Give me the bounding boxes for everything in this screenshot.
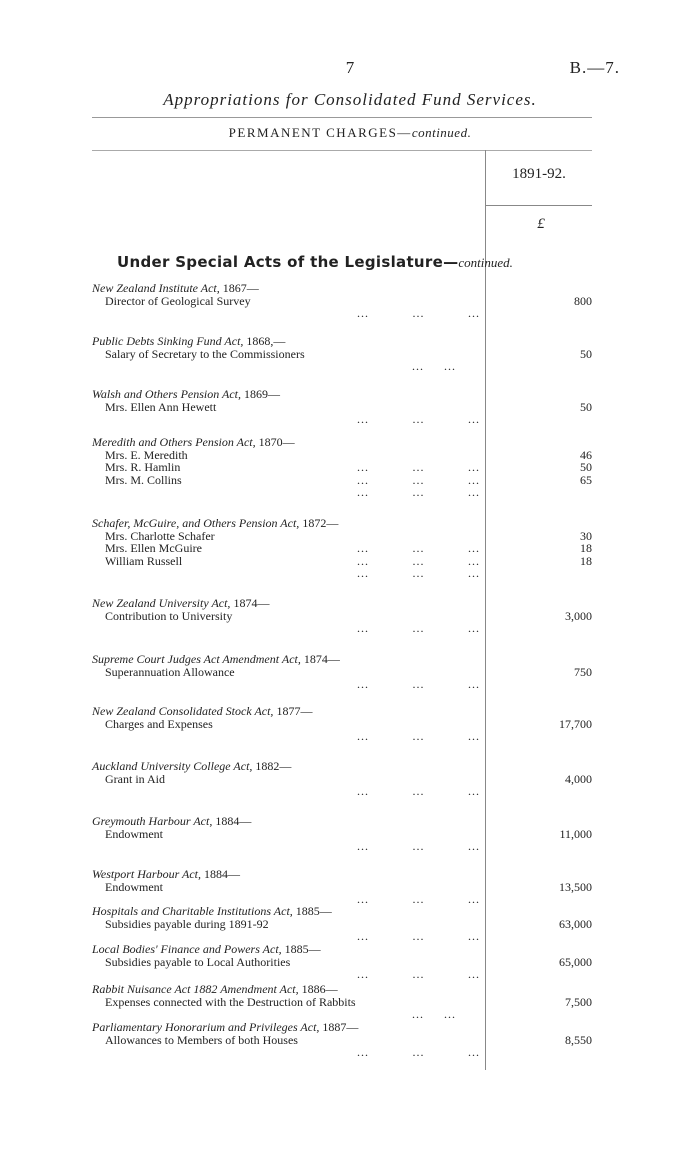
act-year: 1870—: [255, 435, 295, 449]
line-item-label: Mrs. Ellen Ann Hewett: [105, 399, 217, 414]
line-item: [92, 916, 602, 943]
section-heading-suffix: continued.: [458, 255, 513, 270]
leader-dots: ...: [468, 566, 480, 580]
line-item: [92, 826, 602, 853]
line-item: [92, 664, 602, 691]
act-year: 1884—: [201, 867, 241, 881]
leader-dots: ...: [357, 967, 369, 981]
act-entry: [92, 1020, 602, 1059]
line-item-label: Grant in Aid: [105, 771, 165, 786]
act-title: [92, 868, 602, 881]
act-name: New Zealand Consolidated Stock Act,: [92, 704, 274, 718]
line-item-amount: 50: [580, 346, 592, 361]
line-item: [92, 553, 602, 580]
act-year: 1868,—: [243, 334, 286, 348]
line-item-label: William Russell: [105, 553, 183, 568]
dot-leaders: [357, 930, 480, 943]
line-item-amount: 13,500: [559, 879, 592, 894]
act-name: New Zealand University Act,: [92, 596, 231, 610]
act-name: Supreme Court Judges Act Amendment Act,: [92, 652, 301, 666]
act-year: 1884—: [212, 814, 252, 828]
act-entry: [92, 596, 602, 635]
line-item-amount: 50: [580, 399, 592, 414]
leader-dots: ...: [468, 729, 480, 743]
leader-dots: ...: [357, 460, 369, 474]
line-item-amount: 18: [580, 553, 592, 568]
leader-dots: ...: [357, 472, 369, 487]
act-name: Meredith and Others Pension Act,: [92, 435, 256, 449]
leader-dots: ...: [468, 472, 480, 487]
leader-dots: ...: [357, 929, 369, 943]
table-header-rule: [92, 150, 592, 151]
dot-leaders: [357, 893, 480, 906]
act-entry: [92, 652, 602, 691]
document-reference: B.—7.: [569, 58, 620, 77]
act-name: Greymouth Harbour Act,: [92, 814, 213, 828]
dot-leaders: [357, 1046, 480, 1059]
page-number: 7: [345, 58, 355, 77]
leader-dots: ...: [412, 892, 425, 906]
page-title: Appropriations for Consolidated Fund Services.: [163, 90, 537, 109]
act-entry: [92, 942, 602, 981]
leader-dots: ...: [412, 472, 425, 487]
currency-symbol: £: [537, 216, 545, 232]
act-year: 1872—: [299, 516, 339, 530]
act-name: Walsh and Others Pension Act,: [92, 387, 241, 401]
line-item: [92, 472, 602, 499]
line-item: [92, 1032, 602, 1059]
year-header-rule: [486, 205, 592, 206]
line-item-amount: 4,000: [565, 771, 592, 786]
title-rule: [92, 117, 592, 118]
leader-dots: ...: [468, 306, 480, 320]
leader-dots: ...: [412, 1007, 424, 1021]
dot-leaders: [357, 840, 480, 853]
leader-dots: ...: [412, 306, 425, 320]
leader-dots: ...: [468, 1045, 480, 1059]
line-item: [92, 954, 602, 981]
line-item-label: Mrs. E. Meredith: [105, 447, 188, 462]
dot-leaders: [412, 1008, 480, 1021]
line-item-label: Superannuation Allowance: [105, 664, 235, 679]
dot-leaders: [357, 567, 480, 580]
leader-dots: ...: [444, 359, 456, 373]
line-item-label: Mrs. Ellen McGuire: [105, 541, 202, 555]
act-year: 1877—: [273, 704, 313, 718]
leader-dots: ...: [444, 1007, 456, 1021]
leader-dots: ...: [357, 566, 369, 580]
leader-dots: ...: [468, 621, 480, 635]
leader-dots: ...: [412, 485, 425, 499]
act-year: 1885—: [292, 904, 332, 918]
act-year: 1874—: [230, 596, 270, 610]
dot-leaders: [357, 622, 480, 635]
act-entry: [92, 904, 602, 943]
line-item-amount: 17,700: [559, 716, 592, 731]
line-item-label: Salary of Secretary to the Commissioners: [105, 346, 305, 361]
line-item: [92, 293, 602, 320]
section-heading-text: Under Special Acts of the Legislature—: [117, 253, 459, 271]
dot-leaders: [412, 360, 480, 373]
leader-dots: ...: [468, 784, 480, 798]
leader-dots: ...: [357, 839, 369, 853]
act-name: Public Debts Sinking Fund Act,: [92, 334, 244, 348]
dot-leaders: [357, 968, 480, 981]
leader-dots: ...: [357, 784, 369, 798]
line-item-amount: 46: [580, 447, 592, 462]
subtitle-main: PERMANENT CHARGES—: [228, 125, 412, 140]
dot-leaders: [357, 486, 480, 499]
act-year: 1886—: [298, 982, 338, 996]
act-name: Rabbit Nuisance Act 1882 Amendment Act,: [92, 982, 299, 996]
leader-dots: ...: [468, 553, 480, 568]
subtitle-italic: continued.: [411, 125, 472, 140]
act-name: Auckland University College Act,: [92, 759, 253, 773]
leader-dots: ...: [412, 460, 425, 474]
act-title: [92, 760, 602, 773]
dot-leaders: [357, 678, 480, 691]
leader-dots: ...: [468, 677, 480, 691]
act-name: Westport Harbour Act,: [92, 867, 202, 881]
leader-dots: ...: [357, 729, 369, 743]
act-name: Schafer, McGuire, and Others Pension Act,: [92, 516, 300, 530]
act-entry: [92, 435, 602, 499]
act-entry: [92, 814, 602, 853]
act-name: New Zealand Institute Act,: [92, 281, 220, 295]
dot-leaders: [357, 730, 480, 743]
leader-dots: ...: [412, 784, 425, 798]
line-item-label: Allowances to Members of both Houses: [105, 1032, 298, 1047]
dot-leaders: [357, 785, 480, 798]
line-item-amount: 18: [580, 541, 592, 555]
act-name: Local Bodies' Finance and Powers Act,: [92, 942, 282, 956]
line-item-label: Mrs. R. Hamlin: [105, 460, 181, 474]
leader-dots: ...: [412, 621, 425, 635]
line-item-amount: 800: [574, 293, 592, 308]
act-year: 1874—: [300, 652, 340, 666]
line-item: [92, 346, 602, 373]
dot-leaders: [357, 307, 480, 320]
act-entry: [92, 759, 602, 798]
leader-dots: ...: [357, 541, 369, 555]
line-item: [92, 716, 602, 743]
leader-dots: ...: [468, 929, 480, 943]
line-item-amount: 65: [580, 472, 592, 487]
leader-dots: ...: [357, 553, 369, 568]
line-item-amount: 11,000: [559, 826, 592, 841]
leader-dots: ...: [357, 306, 369, 320]
act-entry: [92, 704, 602, 743]
line-item: [92, 771, 602, 798]
line-item: [92, 994, 602, 1021]
leader-dots: ...: [468, 412, 480, 426]
act-entry: [92, 281, 602, 320]
line-item-amount: 7,500: [565, 994, 592, 1009]
leader-dots: ...: [412, 929, 425, 943]
line-item-label: Subsidies payable to Local Authorities: [105, 954, 291, 969]
leader-dots: ...: [357, 1045, 369, 1059]
act-year: 1869—: [241, 387, 280, 401]
leader-dots: ...: [412, 729, 425, 743]
act-name: Parliamentary Honorarium and Privileges Act,: [92, 1020, 320, 1034]
leader-dots: ...: [412, 412, 425, 426]
act-name: Hospitals and Charitable Institutions Act,: [92, 904, 293, 918]
leader-dots: ...: [412, 839, 425, 853]
act-entry: [92, 867, 602, 906]
line-item-label: Mrs. Charlotte Schafer: [105, 528, 215, 543]
line-item-amount: 63,000: [559, 916, 592, 931]
line-item-amount: 3,000: [565, 608, 592, 623]
line-item-label: Charges and Expenses: [105, 716, 213, 731]
act-entry: [92, 982, 602, 1021]
act-year: 1887—: [319, 1020, 359, 1034]
dot-leaders: [357, 413, 480, 426]
leader-dots: ...: [357, 412, 369, 426]
leader-dots: ...: [412, 967, 425, 981]
line-item-label: Mrs. M. Collins: [105, 472, 182, 487]
line-item: [92, 879, 602, 906]
leader-dots: ...: [468, 541, 480, 555]
line-item-label: Endowment: [105, 826, 163, 841]
leader-dots: ...: [412, 566, 425, 580]
page-subtitle: [0, 125, 700, 141]
leader-dots: ...: [357, 892, 369, 906]
leader-dots: ...: [357, 621, 369, 635]
line-item-label: Contribution to University: [105, 608, 233, 623]
act-year: 1885—: [281, 942, 321, 956]
act-entry: [92, 334, 602, 373]
year-column-header: 1891-92.: [512, 166, 566, 182]
act-entry: [92, 516, 602, 580]
leader-dots: ...: [412, 553, 425, 568]
leader-dots: ...: [468, 460, 480, 474]
leader-dots: ...: [357, 677, 369, 691]
line-item: [92, 399, 602, 426]
leader-dots: ...: [468, 485, 480, 499]
act-entry: [92, 387, 602, 426]
leader-dots: ...: [468, 892, 480, 906]
line-item-label: Subsidies payable during 1891-92: [105, 916, 269, 931]
act-title: [92, 815, 602, 828]
line-item-amount: 65,000: [559, 954, 592, 969]
leader-dots: ...: [357, 485, 369, 499]
leader-dots: ...: [412, 541, 425, 555]
line-item-amount: 50: [580, 460, 592, 474]
line-item-label: Director of Geological Survey: [105, 293, 251, 308]
line-item: [92, 608, 602, 635]
line-item-amount: 8,550: [565, 1032, 592, 1047]
leader-dots: ...: [412, 677, 425, 691]
leader-dots: ...: [468, 839, 480, 853]
leader-dots: ...: [412, 1045, 425, 1059]
line-item-amount: 30: [580, 528, 592, 543]
act-year: 1867—: [219, 281, 259, 295]
line-item-label: Endowment: [105, 879, 163, 894]
leader-dots: ...: [412, 359, 424, 373]
line-item-amount: 750: [574, 664, 592, 679]
line-item-label: Expenses connected with the Destruction of Rabbits: [105, 994, 356, 1009]
act-year: 1882—: [252, 759, 292, 773]
section-heading: [117, 253, 513, 271]
leader-dots: ...: [468, 967, 480, 981]
